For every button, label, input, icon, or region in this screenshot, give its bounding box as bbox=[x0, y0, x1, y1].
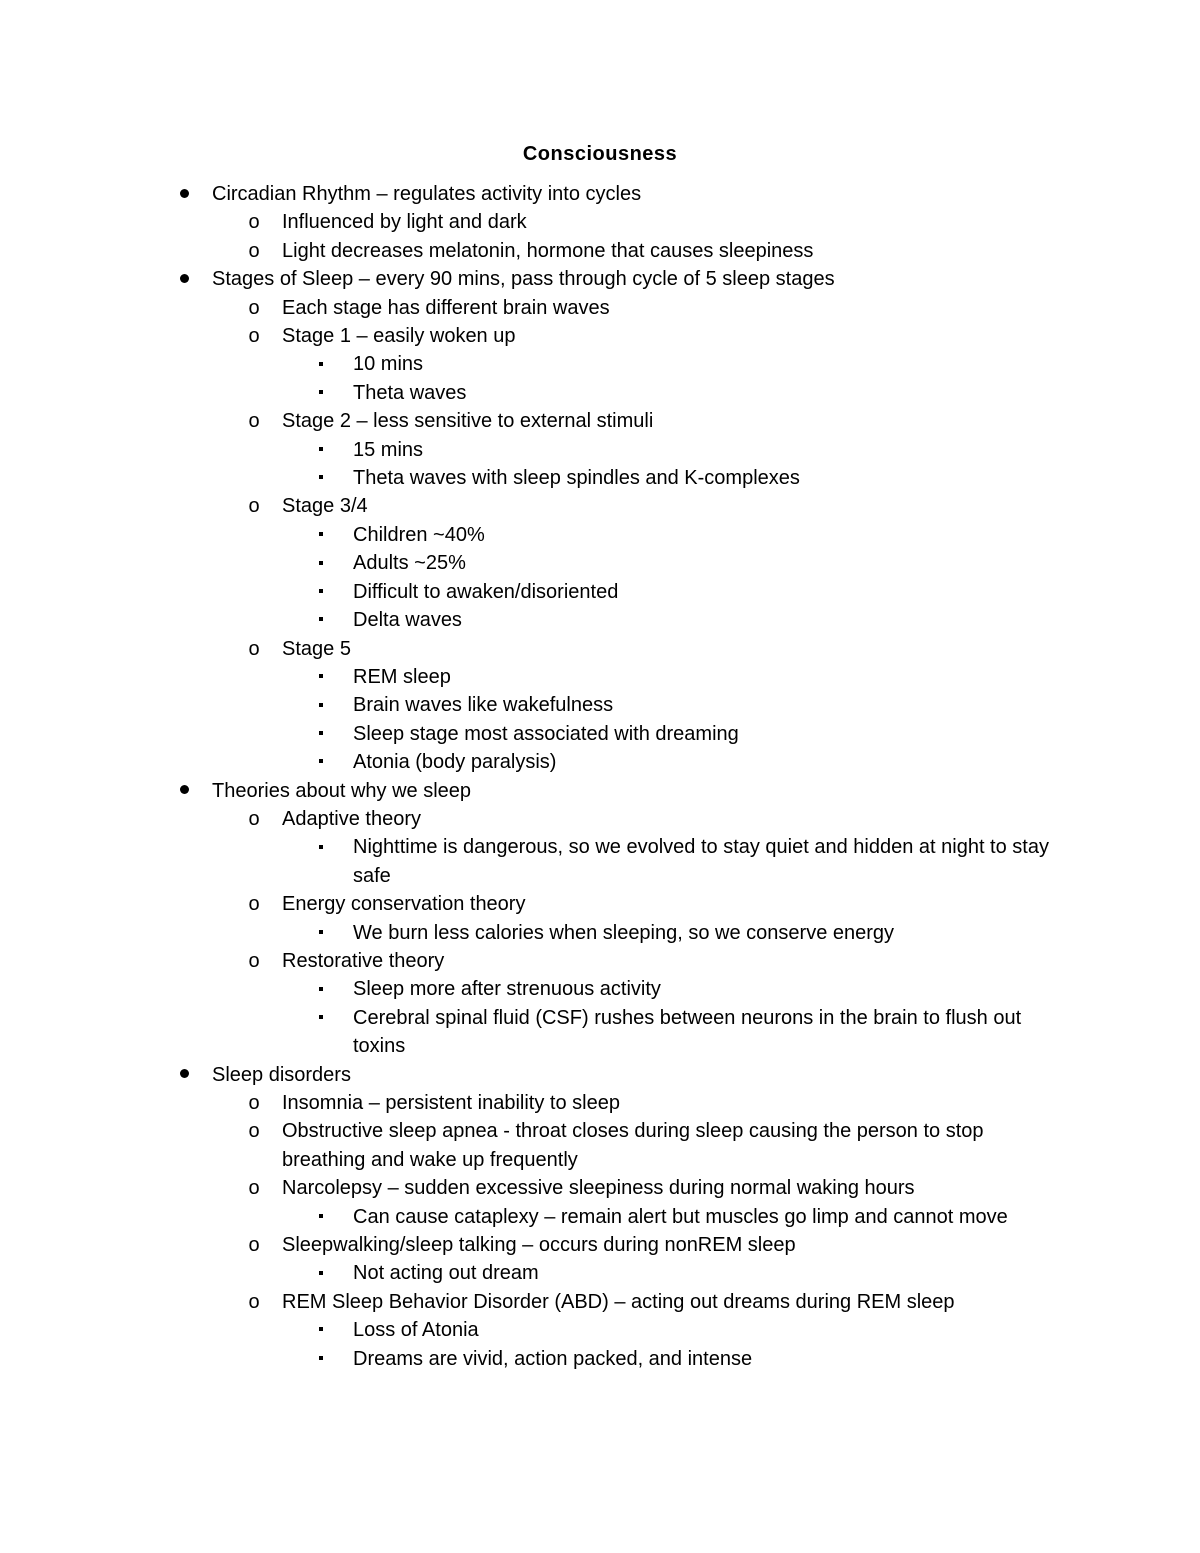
bullet-circle-icon: o bbox=[248, 1177, 260, 1200]
detail-item bbox=[0, 919, 1200, 947]
section-item-text: Stages of Sleep – every 90 mins, pass through cycle of 5 sleep stages bbox=[212, 268, 835, 291]
subsection-item-row bbox=[0, 1117, 1072, 1174]
detail-item bbox=[0, 379, 1200, 407]
detail-item-text: 15 mins bbox=[353, 438, 424, 461]
subsection-item bbox=[0, 322, 1200, 350]
detail-item-text: We burn less calories when sleeping, so we conserve energy bbox=[353, 921, 895, 944]
detail-item bbox=[0, 663, 1200, 691]
subsection-item-text: Stage 2 – less sensitive to external stimuli bbox=[282, 410, 654, 433]
bullet-square-icon bbox=[314, 379, 328, 407]
detail-item-text: Adults ~25% bbox=[353, 552, 466, 575]
subsection-item-text: Energy conservation theory bbox=[282, 893, 526, 916]
bullet-square-icon bbox=[314, 975, 328, 1003]
bullet-square-icon bbox=[314, 350, 328, 378]
subsection-item-row bbox=[0, 1089, 1072, 1117]
detail-item-row bbox=[0, 1203, 1073, 1231]
subsection-item-row bbox=[0, 237, 1072, 265]
subsection-item bbox=[0, 492, 1200, 520]
detail-item-row bbox=[0, 975, 1073, 1003]
section-item-row bbox=[0, 180, 1072, 208]
detail-item-row bbox=[0, 1259, 1073, 1287]
bullet-circle-icon: o bbox=[248, 211, 260, 234]
bullet-circle-icon: o bbox=[248, 1120, 260, 1143]
bullet-square-icon bbox=[314, 691, 328, 719]
subsection-item-text: Stage 1 – easily woken up bbox=[282, 325, 516, 348]
bullet-dot-icon bbox=[174, 777, 194, 805]
subsection-item bbox=[0, 1288, 1200, 1316]
section-item bbox=[0, 777, 1200, 805]
bullet-circle-icon: o bbox=[248, 1234, 260, 1257]
detail-item-text: REM sleep bbox=[353, 665, 451, 688]
detail-item-row bbox=[0, 720, 1073, 748]
subsection-item-text: Narcolepsy – sudden excessive sleepiness during normal waking hours bbox=[282, 1177, 915, 1200]
detail-item bbox=[0, 691, 1200, 719]
detail-item-row bbox=[0, 1345, 1073, 1373]
subsection-item bbox=[0, 1117, 1200, 1174]
bullet-dot-icon bbox=[174, 265, 194, 293]
detail-item-text: Atonia (body paralysis) bbox=[353, 751, 557, 774]
subsection-item bbox=[0, 890, 1200, 918]
subsection-item bbox=[0, 294, 1200, 322]
detail-item-row bbox=[0, 350, 1073, 378]
detail-item-row bbox=[0, 606, 1073, 634]
detail-item bbox=[0, 350, 1200, 378]
document-title: Consciousness bbox=[522, 143, 678, 165]
bullet-dot-icon bbox=[174, 180, 194, 208]
subsection-item-text: Each stage has different brain waves bbox=[282, 296, 610, 319]
bullet-square-icon bbox=[314, 464, 328, 492]
detail-item-text: Sleep more after strenuous activity bbox=[353, 978, 661, 1001]
subsection-item-text: Stage 3/4 bbox=[282, 495, 368, 518]
subsection-item-row bbox=[0, 947, 1072, 975]
detail-item-text: 10 mins bbox=[353, 353, 424, 376]
section-item-row bbox=[0, 265, 1072, 293]
detail-item-row bbox=[0, 1316, 1073, 1344]
section-item-text: Circadian Rhythm – regulates activity into cycles bbox=[212, 183, 642, 205]
bullet-circle-icon: o bbox=[248, 410, 260, 433]
bullet-circle-icon: o bbox=[248, 949, 260, 972]
subsection-item bbox=[0, 1174, 1200, 1202]
detail-item bbox=[0, 748, 1200, 776]
subsection-item bbox=[0, 805, 1200, 833]
subsection-item-row bbox=[0, 407, 1072, 435]
subsection-item bbox=[0, 407, 1200, 435]
bullet-square-icon bbox=[314, 663, 328, 691]
section-item bbox=[0, 1061, 1200, 1089]
detail-item-text: Can cause cataplexy – remain alert but muscles go limp and cannot move bbox=[353, 1205, 1008, 1228]
bullet-circle-icon: o bbox=[248, 637, 260, 660]
subsection-item-row bbox=[0, 1231, 1072, 1259]
bullet-circle-icon: o bbox=[248, 239, 260, 262]
detail-item bbox=[0, 833, 1200, 890]
bullet-circle-icon: o bbox=[248, 893, 260, 916]
subsection-item-text: Restorative theory bbox=[282, 949, 445, 972]
detail-item-text: Delta waves bbox=[353, 609, 462, 632]
detail-item-row bbox=[0, 436, 1073, 464]
bullet-square-icon bbox=[314, 1345, 328, 1373]
subsection-item-row bbox=[0, 1174, 1072, 1202]
section-item-row bbox=[0, 1061, 1072, 1089]
subsection-item bbox=[0, 635, 1200, 663]
bullet-circle-icon: o bbox=[248, 296, 260, 319]
subsection-item bbox=[0, 208, 1200, 236]
subsection-item-text: REM Sleep Behavior Disorder (ABD) – acting out dreams during REM sleep bbox=[282, 1290, 955, 1313]
bullet-circle-icon: o bbox=[248, 1092, 260, 1114]
subsection-item bbox=[0, 1231, 1200, 1259]
detail-item bbox=[0, 521, 1200, 549]
bullet-square-icon bbox=[314, 720, 328, 748]
detail-item bbox=[0, 1004, 1200, 1061]
section-item-row bbox=[0, 777, 1072, 805]
bullet-square-icon bbox=[314, 748, 328, 776]
subsection-item bbox=[0, 947, 1200, 975]
subsection-item-row bbox=[0, 208, 1072, 236]
detail-item bbox=[0, 464, 1200, 492]
bullet-square-icon bbox=[314, 1259, 328, 1287]
bullet-square-icon bbox=[314, 549, 328, 577]
subsection-item bbox=[0, 237, 1200, 265]
subsection-item-text: Sleepwalking/sleep talking – occurs during nonREM sleep bbox=[282, 1234, 796, 1257]
subsection-item-row bbox=[0, 890, 1072, 918]
subsection-item-text: Adaptive theory bbox=[282, 807, 421, 830]
detail-item-row bbox=[0, 578, 1073, 606]
subsection-item-row bbox=[0, 635, 1072, 663]
detail-item-text: Sleep stage most associated with dreaming bbox=[353, 722, 739, 745]
subsection-item-row bbox=[0, 492, 1072, 520]
detail-item-row bbox=[0, 691, 1073, 719]
detail-item-row bbox=[0, 833, 1073, 890]
section-item-text: Theories about why we sleep bbox=[212, 779, 472, 802]
bullet-square-icon bbox=[314, 1316, 328, 1344]
subsection-item-row bbox=[0, 1288, 1072, 1316]
detail-item bbox=[0, 1345, 1200, 1373]
detail-item-row bbox=[0, 464, 1073, 492]
bullet-dot-icon bbox=[174, 1061, 194, 1089]
detail-item-text: Cerebral spinal fluid (CSF) rushes between neurons in the brain to flush out toxins bbox=[353, 1006, 1022, 1058]
detail-item bbox=[0, 578, 1200, 606]
bullet-square-icon bbox=[314, 833, 328, 861]
detail-item-text: Theta waves with sleep spindles and K-complexes bbox=[353, 467, 800, 490]
detail-item-text: Difficult to awaken/disoriented bbox=[353, 580, 619, 603]
section-item bbox=[0, 180, 1200, 208]
bullet-square-icon bbox=[314, 578, 328, 606]
subsection-item-row bbox=[0, 294, 1072, 322]
bullet-circle-icon: o bbox=[248, 495, 260, 518]
detail-item bbox=[0, 436, 1200, 464]
subsection-item-row bbox=[0, 805, 1072, 833]
outline-list bbox=[0, 180, 1200, 1373]
subsection-item-row bbox=[0, 322, 1072, 350]
subsection-item-text: Obstructive sleep apnea - throat closes during sleep causing the person to stop breathing and wake up frequently bbox=[282, 1120, 984, 1171]
bullet-square-icon bbox=[314, 521, 328, 549]
detail-item-text: Theta waves bbox=[353, 381, 467, 404]
detail-item bbox=[0, 606, 1200, 634]
detail-item-row bbox=[0, 379, 1073, 407]
detail-item bbox=[0, 1259, 1200, 1287]
detail-item-row bbox=[0, 663, 1073, 691]
subsection-item-text: Light decreases melatonin, hormone that causes sleepiness bbox=[282, 239, 814, 262]
bullet-square-icon bbox=[314, 919, 328, 947]
subsection-item-text: Insomnia – persistent inability to sleep bbox=[282, 1092, 620, 1114]
bullet-square-icon bbox=[314, 606, 328, 634]
bullet-square-icon bbox=[314, 436, 328, 464]
detail-item bbox=[0, 1203, 1200, 1231]
detail-item-row bbox=[0, 1004, 1073, 1061]
detail-item bbox=[0, 1316, 1200, 1344]
section-item bbox=[0, 265, 1200, 293]
section-item-text: Sleep disorders bbox=[212, 1063, 351, 1086]
detail-item-text: Not acting out dream bbox=[353, 1262, 539, 1285]
bullet-circle-icon: o bbox=[248, 325, 260, 348]
detail-item-row bbox=[0, 549, 1073, 577]
detail-item-text: Children ~40% bbox=[353, 523, 485, 546]
detail-item bbox=[0, 549, 1200, 577]
detail-item-text: Nighttime is dangerous, so we evolved to stay quiet and hidden at night to stay safe bbox=[353, 836, 1049, 887]
detail-item-row bbox=[0, 521, 1073, 549]
bullet-square-icon bbox=[314, 1203, 328, 1231]
detail-item-row bbox=[0, 919, 1073, 947]
subsection-item-text: Stage 5 bbox=[282, 637, 351, 660]
bullet-square-icon bbox=[314, 1004, 328, 1032]
detail-item bbox=[0, 720, 1200, 748]
detail-item-text: Brain waves like wakefulness bbox=[353, 694, 614, 717]
detail-item-row bbox=[0, 748, 1073, 776]
bullet-circle-icon: o bbox=[248, 1290, 260, 1313]
detail-item bbox=[0, 975, 1200, 1003]
detail-item-text: Dreams are vivid, action packed, and intense bbox=[353, 1347, 753, 1370]
bullet-circle-icon: o bbox=[248, 807, 260, 830]
detail-item-text: Loss of Atonia bbox=[353, 1319, 479, 1342]
subsection-item bbox=[0, 1089, 1200, 1117]
subsection-item-text: Influenced by light and dark bbox=[282, 211, 527, 234]
